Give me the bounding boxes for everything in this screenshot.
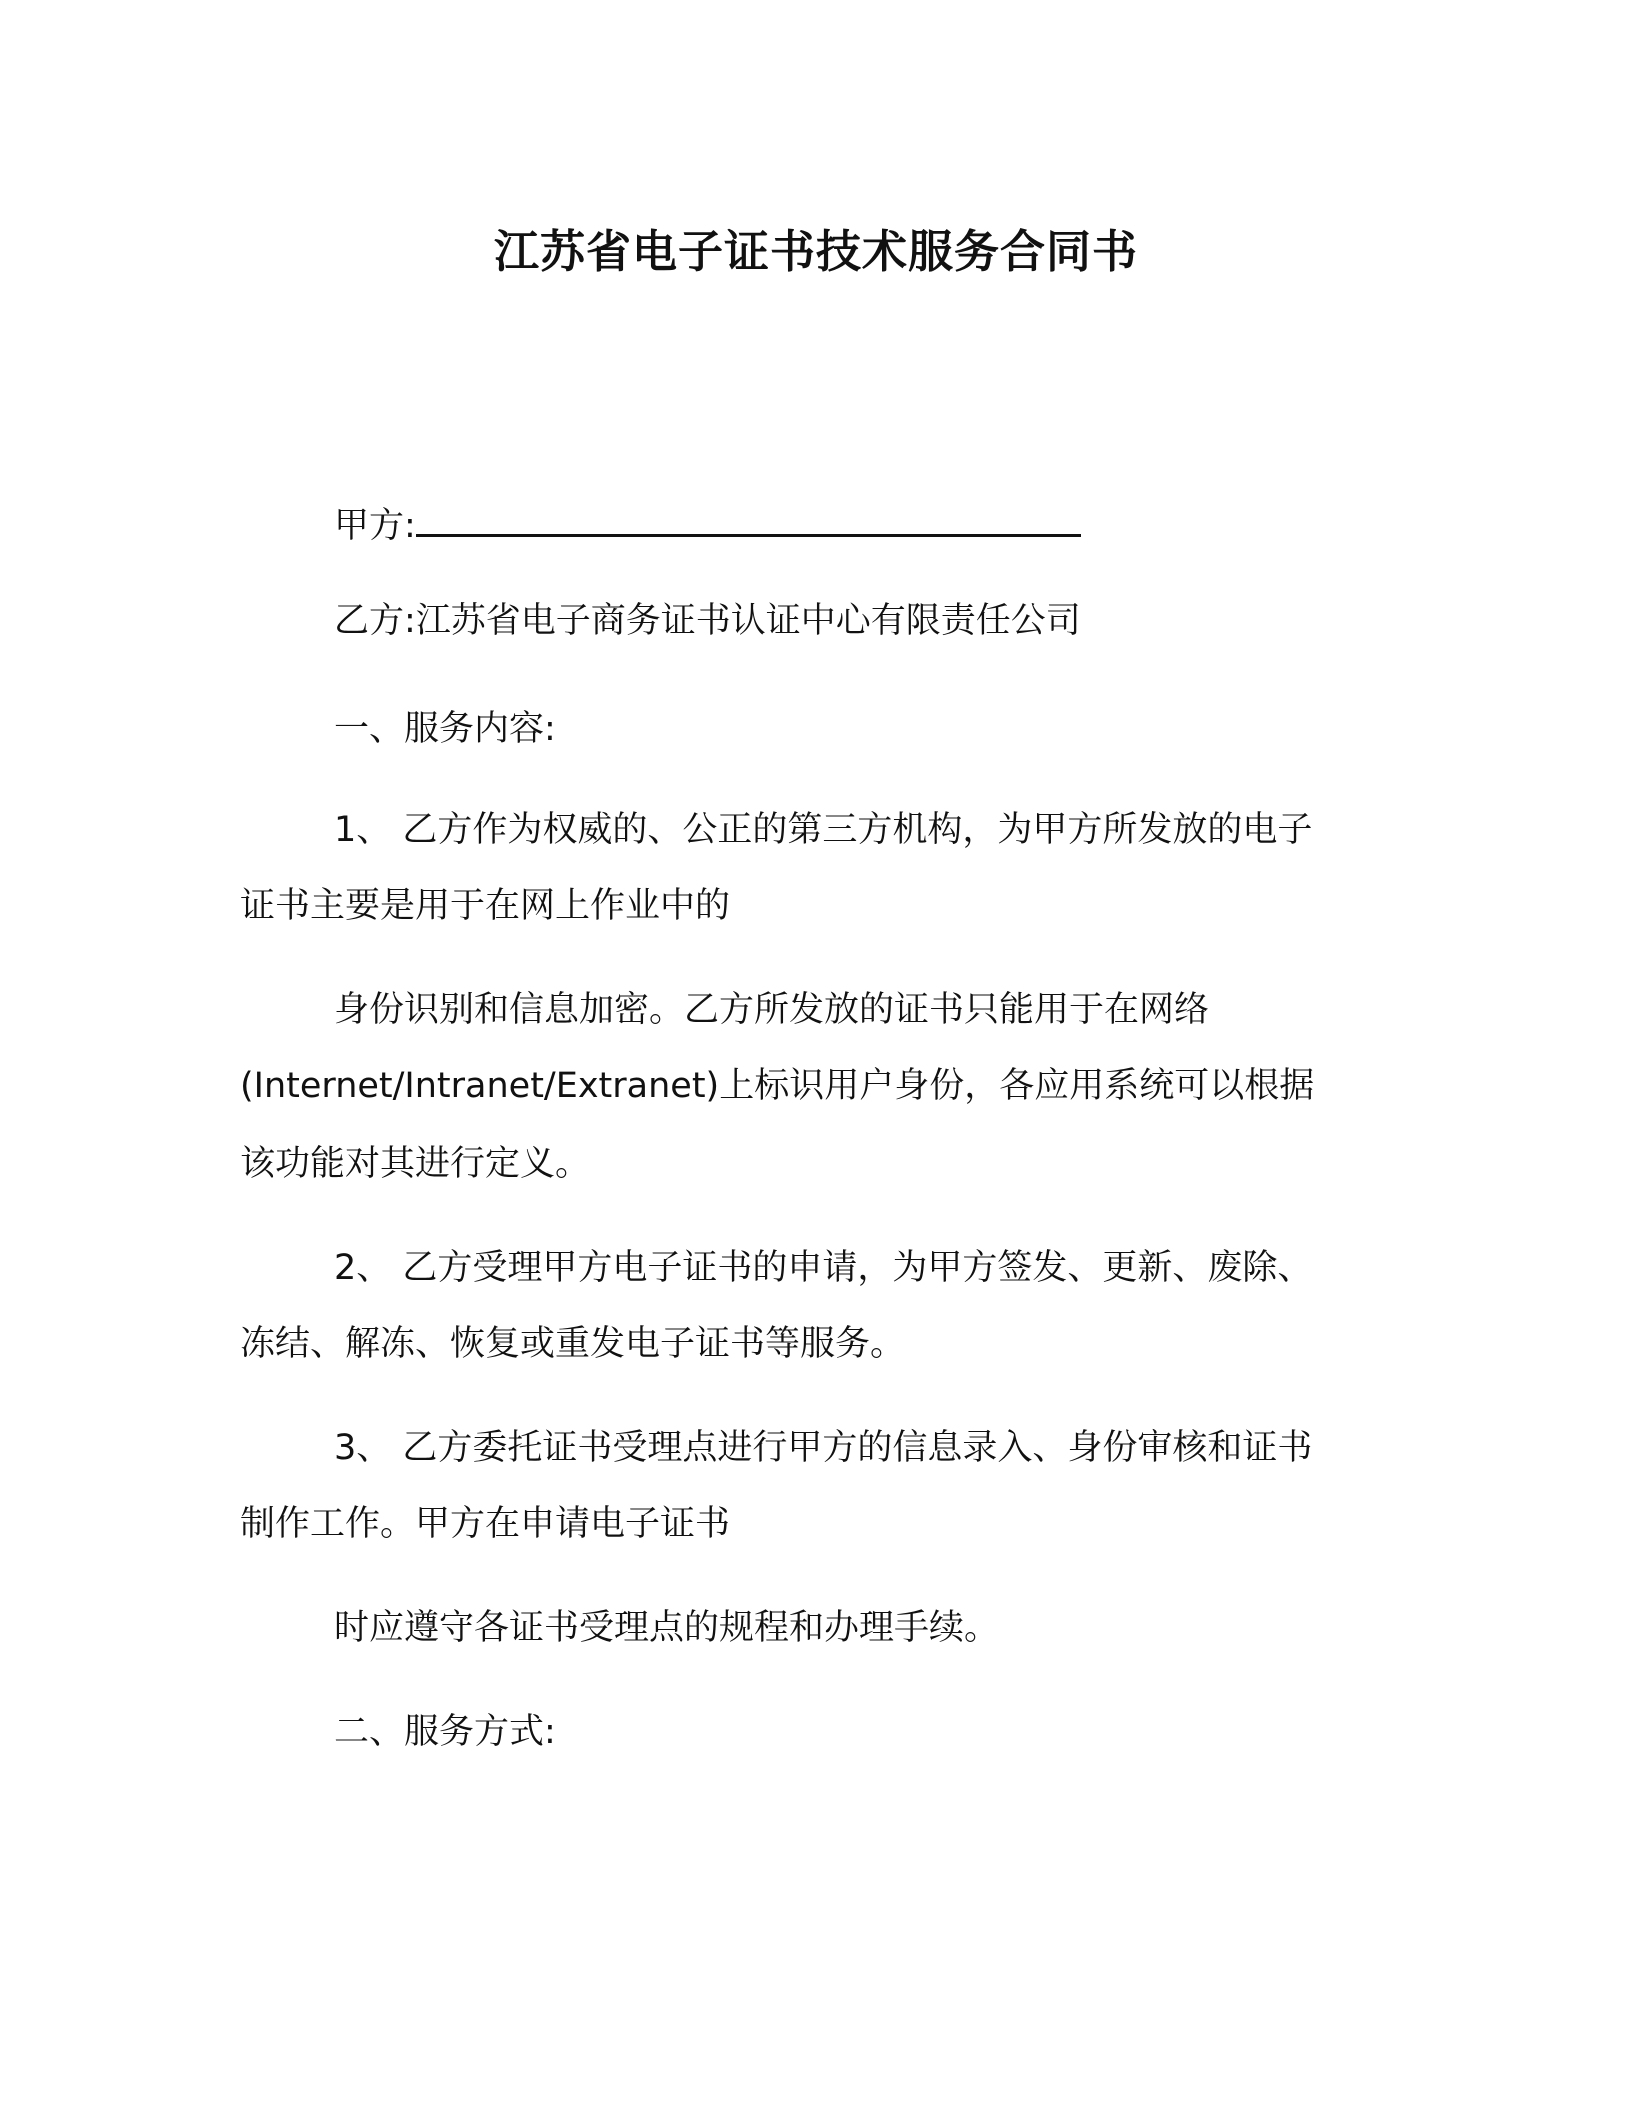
item3-line2: 制作工作。甲方在申请电子证书: [240, 1504, 731, 1544]
section2-heading: 二、服务方式:: [334, 1712, 556, 1752]
item1-cont-line3: 该功能对其进行定义。: [240, 1144, 591, 1184]
item2-line1: 2、 乙方受理甲方电子证书的申请，为甲方签发、更新、废除、: [334, 1248, 1313, 1288]
section1-heading: 一、服务内容:: [334, 709, 556, 749]
item1-line1: 1、 乙方作为权威的、公正的第三方机构，为甲方所发放的电子: [334, 810, 1313, 850]
item1-line2: 证书主要是用于在网上作业中的: [240, 886, 731, 926]
party-a-line: [334, 502, 1081, 550]
item3-cont-line1: 时应遵守各证书受理点的规程和办理手续。: [334, 1608, 1000, 1648]
party-a-label: 甲方:: [334, 506, 416, 546]
party-a-blank-field: [416, 504, 1081, 537]
item3-line1: 3、 乙方委托证书受理点进行甲方的信息录入、身份审核和证书: [334, 1428, 1313, 1468]
item1-cont-line1: 身份识别和信息加密。乙方所发放的证书只能用于在网络: [334, 990, 1210, 1030]
party-b-line: 乙方:江苏省电子商务证书认证中心有限责任公司: [334, 601, 1081, 641]
item2-line2: 冻结、解冻、恢复或重发电子证书等服务。: [240, 1324, 906, 1364]
item1-cont-line2: (Internet/Intranet/Extranet)上标识用户身份，各应用系统可以根据: [240, 1066, 1315, 1106]
document-title: 江苏省电子证书技术服务合同书: [493, 225, 1138, 278]
